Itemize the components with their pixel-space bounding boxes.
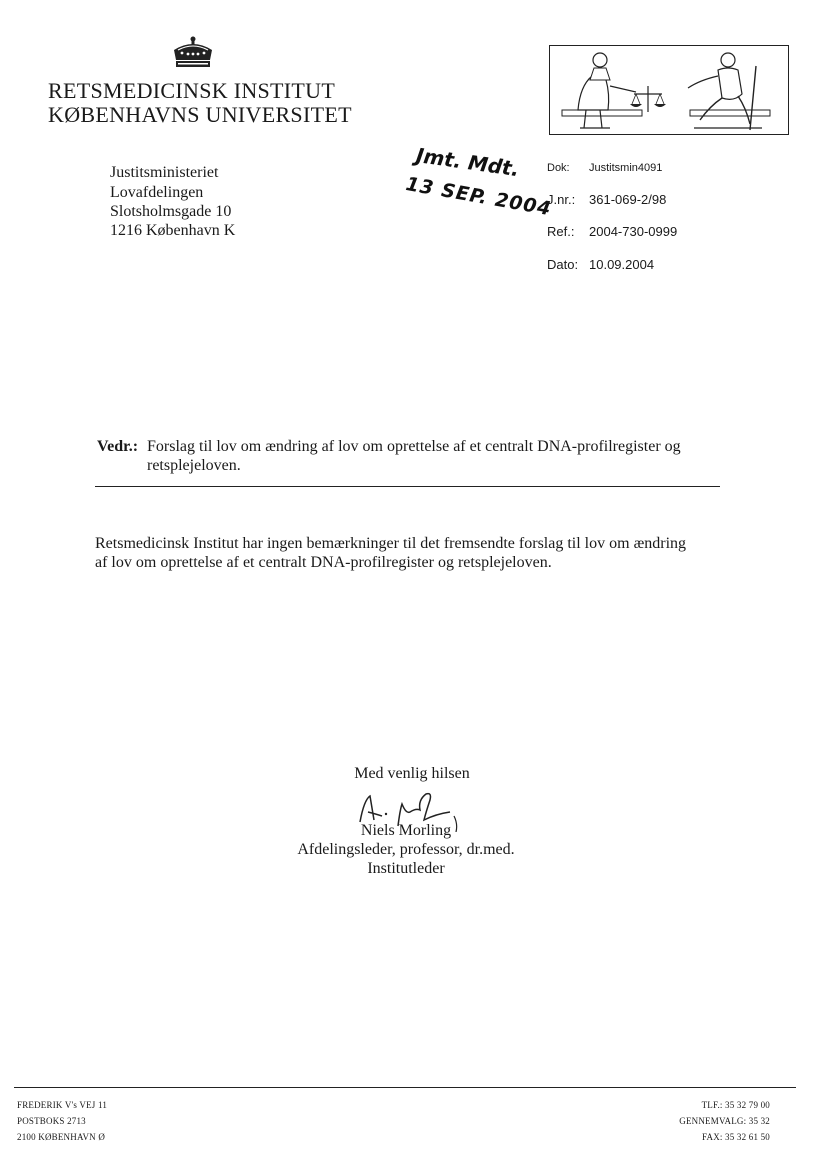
crown-icon [168,36,218,70]
received-stamp-title: Jmt. Mdt. [414,143,521,182]
dok-label: Dok: [547,162,570,174]
institute-name-line1: RETSMEDICINSK INSTITUT [48,78,336,103]
dato-label: Dato: [547,257,579,272]
signatory-title: Afdelingsleder, professor, dr.med. [297,841,515,858]
signatory-role: Institutleder [367,860,445,877]
recipient-line1: Justitsministeriet [110,164,219,181]
ref-value: 2004-730-0999 [589,224,678,239]
justice-scales-relief-icon [549,45,789,135]
footer-fax: FAX: 35 32 61 50 [701,1132,770,1142]
footer-direct-dial: GENNEMVALG: 35 32 [679,1116,770,1126]
institute-name-line2: KØBENHAVNS UNIVERSITET [48,102,352,127]
received-stamp-date: 13 SEP. 2004 [404,173,554,221]
dato-value: 10.09.2004 [589,257,655,272]
dok-value: Justitsmin4091 [589,162,663,174]
recipient-line3: Slotsholmsgade 10 [110,203,232,220]
jnr-label: J.nr.: [547,192,576,207]
footer-address-postbox: POSTBOKS 2713 [17,1116,86,1126]
signatory-name: Niels Morling [360,822,452,839]
ref-label: Ref.: [547,224,575,239]
subject-line1: Forslag til lov om ændring af lov om oprettelse af et centralt DNA-profilregister og [147,438,681,455]
subject-line2: retsplejeloven. [147,457,241,474]
subject-divider [95,486,720,487]
body-line2: af lov om oprettelse af et centralt DNA-profilregister og retsplejeloven. [95,554,552,571]
jnr-value: 361-069-2/98 [589,192,667,207]
footer-divider [14,1087,796,1088]
footer-phone: TLF.: 35 32 79 00 [701,1100,770,1110]
footer-address-street: FREDERIK V's VEJ 11 [17,1100,108,1110]
subject-label: Vedr.: [97,438,139,455]
recipient-line2: Lovafdelingen [110,184,204,201]
closing-greeting: Med venlig hilsen [354,765,470,782]
recipient-line4: 1216 København K [110,222,236,239]
body-line1: Retsmedicinsk Institut har ingen bemærkninger til det fremsendte forslag til lov om ændring [95,535,687,552]
footer-address-city: 2100 KØBENHAVN Ø [17,1132,106,1142]
